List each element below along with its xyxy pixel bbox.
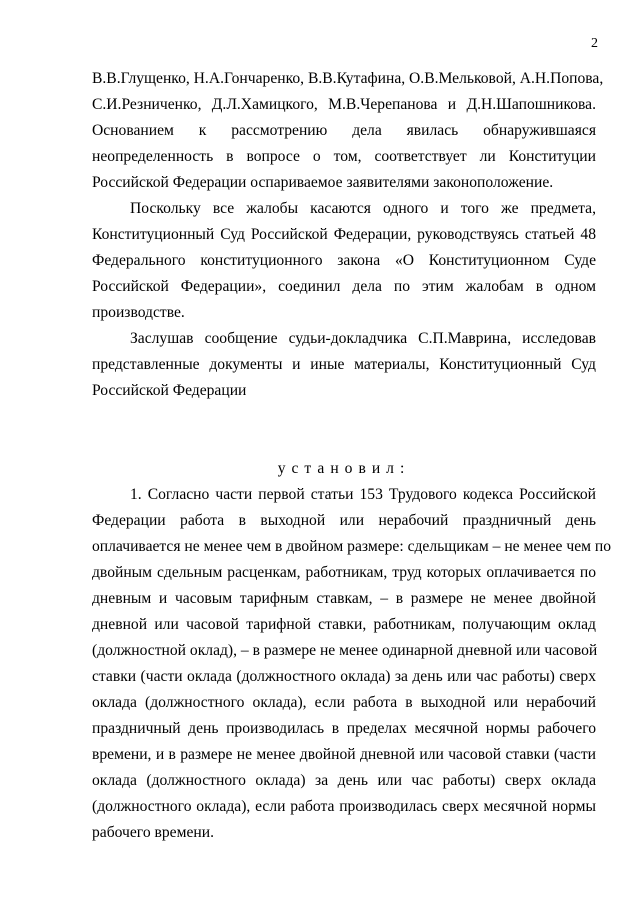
text-line: Российской Федерации — [92, 382, 247, 399]
page-number: 2 — [591, 36, 598, 51]
text-line: дневной или часовой тарифной ставки, работникам, получающим оклад — [92, 616, 596, 633]
text-line: Федерации работа в выходной или нерабочий праздничный день — [92, 512, 596, 529]
text-line: Поскольку все жалобы касаются одного и того же предмета, — [130, 200, 596, 217]
text-line: оклада (должностного оклада) за день или час работы) сверх оклада — [92, 772, 596, 789]
text-line: С.И.Резниченко, Д.Л.Хамицкого, М.В.Черепанова и Д.Н.Шапошникова. — [92, 96, 596, 113]
text-line: времени, и в размере не менее двойной дневной или часовой ставки (части — [92, 746, 596, 763]
spacer — [92, 404, 596, 456]
paragraph-judges-list — [92, 66, 604, 196]
text-line: праздничный день производилась в пределах месячной нормы рабочего — [92, 720, 596, 737]
text-line: (должностного оклада), если работа производилась сверх месячной нормы — [92, 798, 596, 815]
paragraph-labor-code — [92, 482, 612, 846]
text-line: Заслушав сообщение судьи-докладчика С.П.Маврина, исследовав — [130, 330, 596, 347]
text-line: Российской Федерации», соединил дела по этим жалобам в одном — [92, 278, 596, 295]
paragraph-joined-cases — [92, 196, 596, 326]
text-line: представленные документы и иные материалы, Конституционный Суд — [92, 356, 596, 373]
text-line: Основанием к рассмотрению дела явилась обнаружившаяся — [92, 122, 596, 139]
text-line: оклада (должностного оклада), если работа в выходной или нерабочий — [92, 694, 596, 711]
text-line: рабочего времени. — [92, 824, 214, 841]
text-line: неопределенность в вопросе о том, соответствует ли Конституции — [92, 148, 596, 165]
text-line: Российской Федерации оспариваемое заявителями законоположение. — [92, 174, 554, 191]
text-line: Конституционный Суд Российской Федерации, руководствуясь статьей 48 — [92, 226, 596, 243]
text-line: производстве. — [92, 304, 185, 321]
text-line: Федерального конституционного закона «О Конституционном Суде — [92, 252, 596, 269]
text-line: 1. Согласно части первой статьи 153 Трудового кодекса Российской — [130, 486, 596, 503]
paragraph-hearing — [92, 326, 596, 404]
document-body — [92, 66, 612, 846]
text-line: оплачивается не менее чем в двойном размере: сдельщикам – не менее чем по — [92, 538, 612, 555]
section-heading: установил: — [277, 460, 411, 477]
text-line: (должностной оклад), – в размере не менее одинарной дневной или часовой — [92, 642, 598, 659]
text-line: двойным сдельным расценкам, работникам, труд которых оплачивается по — [92, 564, 596, 581]
text-line: дневным и часовым тарифным ставкам, – в размере не менее двойной — [92, 590, 596, 607]
text-line: ставки (части оклада (должностного оклада) за день или час работы) сверх — [92, 668, 596, 685]
text-line: В.В.Глущенко, Н.А.Гончаренко, В.В.Кутафина, О.В.Мельковой, А.Н.Попова, — [92, 70, 604, 87]
